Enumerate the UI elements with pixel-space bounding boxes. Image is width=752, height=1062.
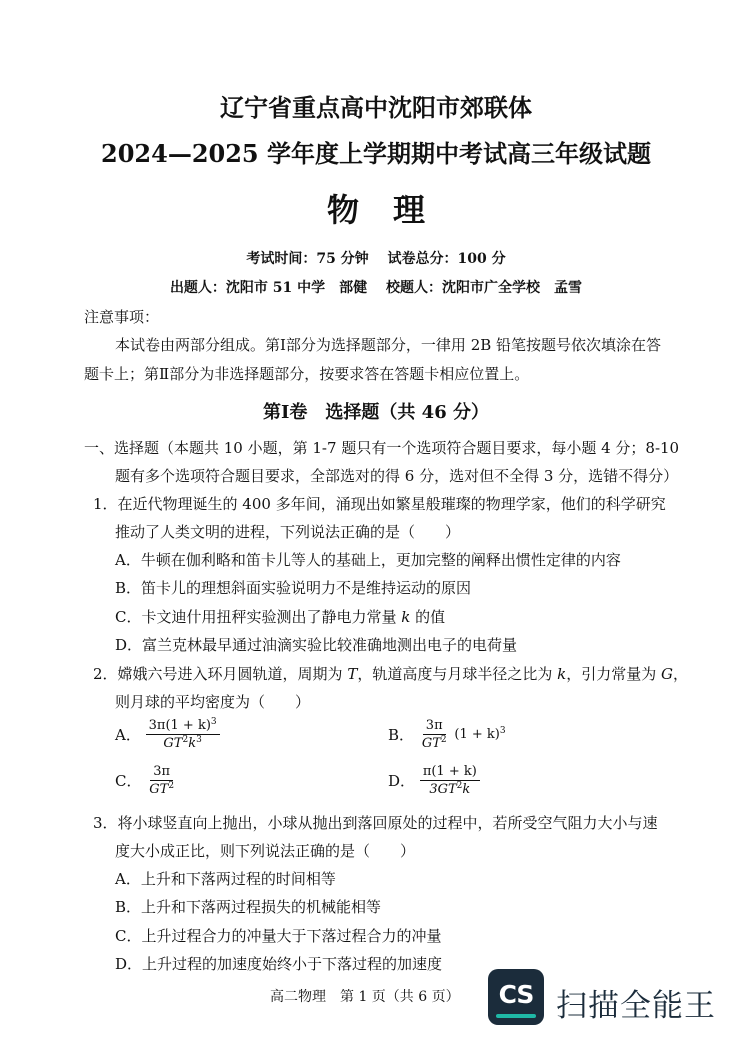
- q3-option-b: B．上升和下落两过程损失的机械能相等: [115, 898, 382, 916]
- q2-stem-line2: 则月球的平均密度为（ ）: [115, 693, 311, 711]
- exam-info: 考试时间：75 分钟 试卷总分：100 分: [246, 251, 506, 267]
- notice-para-line1: 本试卷由两部分组成。第Ⅰ部分为选择题部分，一律用 2B 铅笔按题号依次填涂在答: [115, 336, 662, 354]
- q3-option-c: C．上升过程合力的冲量大于下落过程合力的冲量: [115, 927, 442, 945]
- camscanner-logo-icon: CS: [488, 969, 544, 1025]
- q2-option-c: C． $\frac{3\pi}{GT^2}$: [115, 763, 177, 798]
- q2-option-a: A． $\frac{3\pi(1 + k)^3}{GT^2k^3}$: [115, 717, 220, 752]
- q2-option-b: B． $\frac{3\pi}{GT^2}$ $(1 + k)^3$: [388, 718, 506, 751]
- section-intro-line1: 一、选择题（本题共 10 小题，第 1-7 题只有一个选项符合题目要求，每小题 4 分；8-10: [84, 439, 680, 457]
- q3-option-a: A．上升和下落两过程的时间相等: [115, 870, 336, 888]
- q2-d-formula: $\frac{\pi(1 + k)}{3GT^2k}$: [420, 763, 480, 798]
- q1-option-b: B．笛卡儿的理想斜面实验说明力不是维持运动的原因: [115, 579, 472, 597]
- q2-b-formula: $\frac{3\pi}{GT^2}$: [421, 718, 447, 751]
- notice-label: 注意事项：: [84, 308, 160, 326]
- q3-option-d: D．上升过程的加速度始终小于下落过程的加速度: [115, 955, 443, 973]
- author-info: 出题人：沈阳市 51 中学 部健 校题人：沈阳市广全学校 孟雪: [169, 280, 583, 296]
- q1-option-c: C．卡文迪什用扭秤实验测出了静电力常量 k 的值: [115, 608, 446, 626]
- watermark-text: 扫描全能王: [556, 988, 716, 1024]
- page-footer: 高二物理 第 1 页（共 6 页）: [270, 989, 460, 1005]
- header-line1: 辽宁省重点高中沈阳市郊联体: [220, 93, 532, 122]
- q3-stem-line2: 度大小成正比，则下列说法正确的是（ ）: [115, 842, 416, 860]
- q1-stem-line2: 推动了人类文明的进程，下列说法正确的是（ ）: [115, 523, 461, 541]
- section-title: 第Ⅰ卷 选择题（共 46 分）: [262, 402, 489, 423]
- q2-a-formula: $\frac{3\pi(1 + k)^3}{GT^2k^3}$: [146, 717, 220, 752]
- q2-option-d: D． $\frac{\pi(1 + k)}{3GT^2k}$: [388, 763, 480, 798]
- q1-stem-line1: 1．在近代物理诞生的 400 多年间，涌现出如繁星般璀璨的物理学家，他们的科学研究: [93, 495, 666, 513]
- q2-stem-line1: 2．嫦娥六号进入环月圆轨道，周期为 T，轨道高度与月球半径之比为 k，引力常量为 G，: [93, 665, 688, 683]
- subject-title: 物理: [326, 191, 459, 229]
- q1-option-d: D．富兰克林最早通过油滴实验比较准确地测出电子的电荷量: [115, 636, 518, 654]
- header-line2: 2024—2025 学年度上学期期中考试高三年级试题: [101, 139, 651, 168]
- q2-c-formula: $\frac{3\pi}{GT^2}$: [149, 764, 175, 797]
- q1-option-a: A．牛顿在伽利略和笛卡儿等人的基础上，更加完整的阐释出惯性定律的内容: [115, 551, 621, 569]
- q3-stem-line1: 3．将小球竖直向上抛出，小球从抛出到落回原处的过程中，若所受空气阻力大小与速: [93, 814, 658, 832]
- notice-para-line2: 题卡上；第Ⅱ部分为非选择题部分，按要求答在答题卡相应位置上。: [84, 365, 530, 383]
- section-intro-line2: 题有多个选项符合题目要求，全部选对的得 6 分，选对但不全得 3 分，选错不得分）: [115, 467, 679, 485]
